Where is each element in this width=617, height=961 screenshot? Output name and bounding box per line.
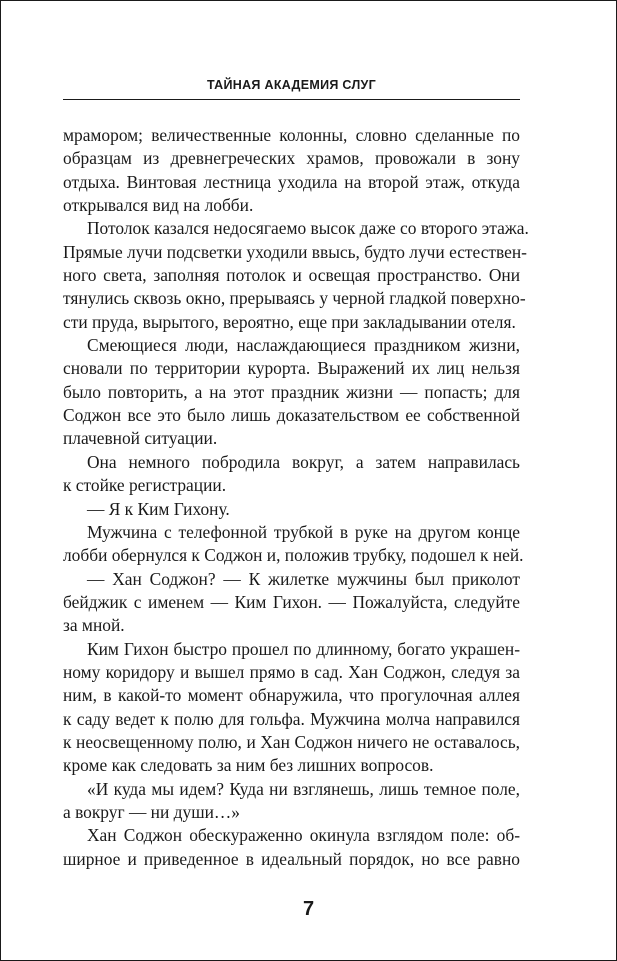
paragraph-first-line: Она немного побродила вокруг, а затем направилась: [87, 451, 520, 472]
text-line: бейджик с именем — Ким Гихон. — Пожалуйста, следуйте: [63, 591, 520, 612]
text-line: сновали по территории курорта. Выражений их лиц нельзя: [63, 358, 520, 379]
dialogue-line: — Хан Соджон? — К жилетке мужчины был приколот: [87, 568, 520, 589]
text-line: мрамором; величественные колонны, словно сделанные по: [63, 125, 520, 145]
paragraph-first-line: «И куда мы идем? Куда ни взглянешь, лишь темное поле,: [87, 778, 520, 799]
text-line: к саду ведет к полю для гольфа. Мужчина молча направился: [63, 708, 520, 729]
page-number: 7: [302, 898, 315, 920]
text-line: лобби обернулся к Соджон и, положив трубку, подошел к ней.: [63, 545, 524, 566]
text-line: кроме как следовать за ним без лишних вопросов.: [63, 755, 434, 776]
text-line: плачевной ситуации.: [63, 428, 218, 449]
text-line: Прямые лучи подсветки уходили ввысь, будто лучи естествен-: [63, 241, 527, 262]
paragraph-first-line: Хан Соджон обескураженно окинула взглядом поле: об-: [87, 825, 520, 846]
body-text: [63, 124, 529, 871]
paragraph-first-line: Потолок казался недосягаемо высок даже со второго этажа.: [87, 218, 529, 239]
text-line: а вокруг — ни души…»: [63, 801, 240, 822]
paragraph-first-line: Смеющиеся люди, наслаждающиеся праздником жизни,: [87, 335, 520, 356]
text-line: к неосвещенному полю, и Хан Соджон ничего не оставалось,: [63, 731, 520, 752]
text-line: отдыха. Винтовая лестница уходила на второй этаж, откуда: [63, 171, 520, 192]
text-line: образцам из древнегреческих храмов, провожали в зону: [63, 148, 520, 169]
running-title: ТАЙНАЯ АКАДЕМИЯ СЛУГ: [207, 78, 376, 92]
paragraph-first-line: Ким Гихон быстро прошел по длинному, богато украшен-: [87, 638, 520, 659]
paragraph-first-line: Мужчина с телефонной трубкой в руке на другом конце: [87, 521, 520, 542]
text-line: было повторить, а на этот праздник жизни — попасть; для: [63, 381, 520, 402]
text-line: ширное и приведенное в идеальный порядок, но все равно: [63, 848, 520, 869]
text-line: к стойке регистрации.: [63, 475, 227, 496]
text-line: ному коридору и вышел прямо в сад. Хан Соджон, следуя за: [63, 661, 520, 682]
text-line: сти пруда, вырытого, вероятно, еще при закладывании отеля.: [63, 311, 516, 332]
text-line: ного света, заполняя потолок и освещая пространство. Они: [63, 265, 520, 286]
dialogue-line: — Я к Ким Гихону.: [87, 498, 230, 519]
text-line: открывался вид на лобби.: [63, 195, 254, 216]
text-line: Соджон все это было лишь доказательством ее собственной: [63, 405, 520, 426]
text-line: тянулись сквозь окно, прерываясь у черной гладкой поверхно-: [63, 288, 526, 309]
header-rule: [63, 99, 520, 100]
text-line: ним, в какой-то момент обнаружила, что прогулочная аллея: [63, 685, 520, 706]
text-line: за мной.: [63, 615, 125, 636]
